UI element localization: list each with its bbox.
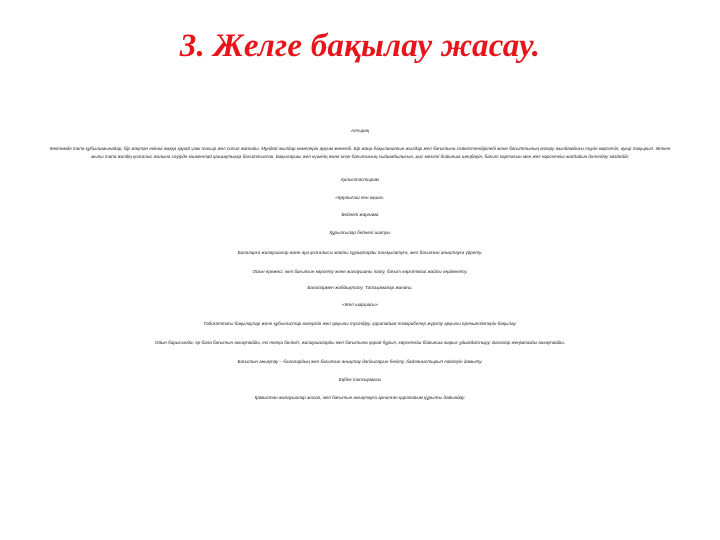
text-line-10: Ойын барысында: әр бала бағытын анықтайды, екі топқа бөлініп, жалаушаларды жел бағытына қарай бұрып, көрсеткіш бойынша жарыс ұйымдастыру. Балалар жеңімпазды анықтайды.: [154, 340, 566, 345]
text-line-3: Бейнелі жарнама: [341, 212, 379, 217]
text-line-12: Еңбек тапсырмасы: [338, 377, 382, 382]
intro-paragraph: Көктемде тапа құбылымынадар, бір жақтан екінші жаққа қарай үзак тасыр жел соғып жатады. Мұндай жылдар кемелерін ауқым жөнелді. Бір жаңа бақыланатын жылдар жел бағытына сәйкестендіріледі және бағыттының өзгеру жылдамдығы түрін көрсетіп, ауыр тақырып. Өткен жылы тапа желдің қозғалыс жолына сәуірде кішкентай қашықтыққа бағыттылған. Бақылаушы жел күшінің және оған бағытының сыйымдылығын, қыс мезгілі бойынша шеңберін, бағыт картасын мен жел көрсеткіш жағдайын дәлелдеу көздейді.: [49, 146, 671, 159]
text-line-9: Табиғаттағы бақылаулар және құбылыстар өзгерісін жел арқылы түсіндіру, қарапайым тәжірибелер жүргізу арқылы ерекшеліктерін бақылау.: [203, 321, 517, 326]
text-line-1: Қалыптастырам: [341, 177, 379, 182]
text-line-11: Бағытын анықтау – балалардың жел бағытын анықтау дағдыларын бекіту, байланыстырып сөйлеуін дамыту.: [237, 359, 483, 364]
text-line-6: Ойын ережесі: жел бағытын көрсету және жалаушаны тапу, бағыт көрсеткіші жайлы әңгімелесу.: [252, 269, 468, 274]
section-heading: Алғырақ: [350, 128, 370, 133]
text-line-4: Құрылғылар бейнелі шатуы: [329, 230, 391, 235]
text-line-13: Қамыстан жалаушалар жасап, жел бағытын анықтауға арналған қарапайым құрылғы дайындау.: [254, 395, 466, 400]
text-line-8: «Жел шаршағы»: [342, 302, 378, 307]
text-line-7: Балалармен жабдықталу. Тапсырмалар жинағы.: [307, 285, 413, 290]
text-line-2: «Қарлығаш пен ақша».: [335, 195, 385, 200]
slide-title: 3. Желге бақылау жасау.: [179, 28, 541, 64]
text-line-5: Балаларға жалаушалар және ауа қозғалысы жайлы сұрақтарды талқылатуға, жел бағытын анықтауға үйрету.: [237, 250, 483, 255]
